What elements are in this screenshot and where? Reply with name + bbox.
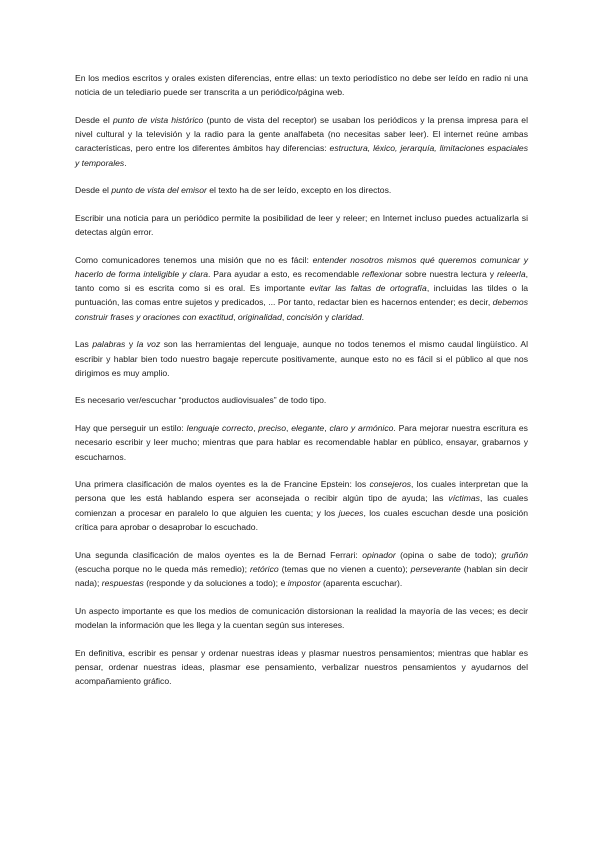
italic-text: punto de vista del emisor <box>111 185 207 196</box>
document-body <box>75 71 528 688</box>
paragraph <box>75 71 528 99</box>
italic-text: elegante <box>291 423 325 434</box>
italic-text: claro y armónico <box>329 423 394 434</box>
paragraph <box>75 604 528 632</box>
paragraph <box>75 253 528 324</box>
italic-text: releerla <box>496 269 526 280</box>
italic-text: la voz <box>136 339 161 350</box>
text-run: , <box>233 311 238 322</box>
text-run: , las cuales comienzan a procesar en paralelo lo que alguien les cuenta; y los <box>75 493 528 518</box>
text-run: Es necesario ver/escuchar “productos audiovisuales” de todo tipo. <box>75 395 327 406</box>
text-run: . Para mejorar nuestra escritura es necesario escribir y leer mucho; mientras que para hablar es recomendable hablar en público, ensayar, grabarnos y escucharnos. <box>75 423 528 462</box>
italic-text: preciso <box>258 423 286 434</box>
paragraph <box>75 548 528 591</box>
text-run: (responde y da soluciones a todo); e <box>143 577 288 588</box>
italic-text: respuestas <box>101 577 144 588</box>
paragraph <box>75 211 528 239</box>
paragraph <box>75 421 528 464</box>
italic-text: víctimas <box>448 493 480 504</box>
text-run: Como comunicadores tenemos una misión que no es fácil: <box>75 254 313 265</box>
italic-text: estructura, léxico, jerarquía, limitaciones espaciales y temporales <box>75 143 528 168</box>
paragraph <box>75 477 528 534</box>
paragraph <box>75 393 528 407</box>
italic-text: impostor <box>287 577 321 588</box>
italic-text: retórico <box>250 563 279 574</box>
text-run: . <box>361 311 365 322</box>
text-run: Desde el <box>75 185 112 196</box>
text-run: , los cuales interpretan que la persona que les está hablando espera ser aconsejada o recibir algún tipo de ayuda; las <box>75 479 528 504</box>
italic-text: claridad <box>331 311 362 322</box>
text-run: , <box>324 423 330 434</box>
text-run: , los cuales escuchan desde una posición crítica para aprobar o desaprobar lo escuchado. <box>75 507 528 532</box>
italic-text: reflexionar <box>362 269 403 280</box>
text-run: (punto de vista del receptor) se usaban los periódicos y la prensa impresa para el nivel cultural y la televisión y la radio para la gente analfabeta (no necesitas saber leer). El internet reúne ambas características, pero entre los diferentes ámbitos hay diferencias: <box>75 114 528 154</box>
text-run: (aparenta escuchar). <box>320 577 403 588</box>
italic-text: entender nosotros mismos qué queremos comunicar y hacerlo de forma inteligible y clara <box>75 254 529 280</box>
text-run: , <box>253 423 259 434</box>
text-run: En definitiva, escribir es pensar y ordenar nuestras ideas y plasmar nuestros pensamientos; mientras que hablar es pensar, ordenar nuestras ideas, plasmar ese pensamiento, verbalizar nuestros pensamientos y ayudarnos del acompañamiento gráfico. <box>75 647 528 686</box>
text-run: , <box>286 423 292 434</box>
text-run: Hay que perseguir un estilo: <box>75 423 187 434</box>
text-run: son las herramientas del lenguaje, aunque no todos tenemos el mismo caudal lingüístico. Al escribir y hablar bien todo nuestro bagaje repercute positivamente, aunque esto no es fácil si el público al que nos dirigimos es muy amplio. <box>75 339 529 378</box>
text-run: Desde el <box>75 114 113 125</box>
italic-text: originalidad <box>237 311 282 322</box>
text-run: (opina o sabe de todo); <box>395 549 502 560</box>
italic-text: consejeros <box>369 479 412 490</box>
paragraph <box>75 337 528 380</box>
italic-text: perseverante <box>410 563 461 574</box>
text-run: , incluidas las tildes o la puntuación, las comas entre sujetos y predicados, ... Por tanto, redactar bien es hacernos entender; es decir, <box>75 283 529 308</box>
paragraph <box>75 113 528 170</box>
italic-text: gruñón <box>501 549 529 560</box>
italic-text: opinador <box>362 549 396 560</box>
text-run: , tanto como si es escrita como si es oral. Es importante <box>75 269 528 294</box>
italic-text: jueces <box>338 507 364 518</box>
italic-text: palabras <box>92 339 126 350</box>
text-run: (escucha porque no le queda más remedio); <box>75 563 250 574</box>
paragraph <box>75 646 528 689</box>
text-run: el texto ha de ser leído, excepto en los directos. <box>206 185 392 196</box>
text-run: , <box>281 311 287 322</box>
italic-text: lenguaje correcto <box>186 423 254 434</box>
text-run: Escribir una noticia para un periódico permite la posibilidad de leer y releer; en Internet incluso puedes actualizarla si detectas algún error. <box>75 212 528 238</box>
text-run: (hablan sin decir nada); <box>75 563 528 588</box>
text-run: sobre nuestra lectura y <box>402 269 497 280</box>
italic-text: concisión <box>286 311 323 322</box>
italic-text: debemos construir frases y oraciones con exactitud <box>75 297 528 322</box>
text-run: . <box>124 157 127 168</box>
text-run: Las <box>75 339 93 350</box>
text-run: . Para ayudar a esto, es recomendable <box>207 269 363 280</box>
text-run: Una segunda clasificación de malos oyentes es la de Bernad Ferrari: <box>75 549 363 560</box>
italic-text: evitar las faltas de ortografía <box>309 283 427 294</box>
italic-text: punto de vista histórico <box>112 114 204 125</box>
text-run: En los medios escritos y orales existen diferencias, entre ellas: un texto periodístico no debe ser leído en radio ni una noticia de un telediario puede ser transcrita a un periódico/página web. <box>75 73 528 98</box>
text-run: (temas que no vienen a cuento); <box>278 563 411 574</box>
text-run: Un aspecto importante es que los medios de comunicación distorsionan la realidad la mayoría de las veces; es decir modelan la información que les llega y la cuentan según sus intereses. <box>75 605 528 630</box>
paragraph <box>75 183 528 197</box>
text-run: Una primera clasificación de malos oyentes es la de Francine Epstein: los <box>75 479 370 490</box>
text-run: y <box>125 339 137 350</box>
text-run: y <box>322 311 332 322</box>
